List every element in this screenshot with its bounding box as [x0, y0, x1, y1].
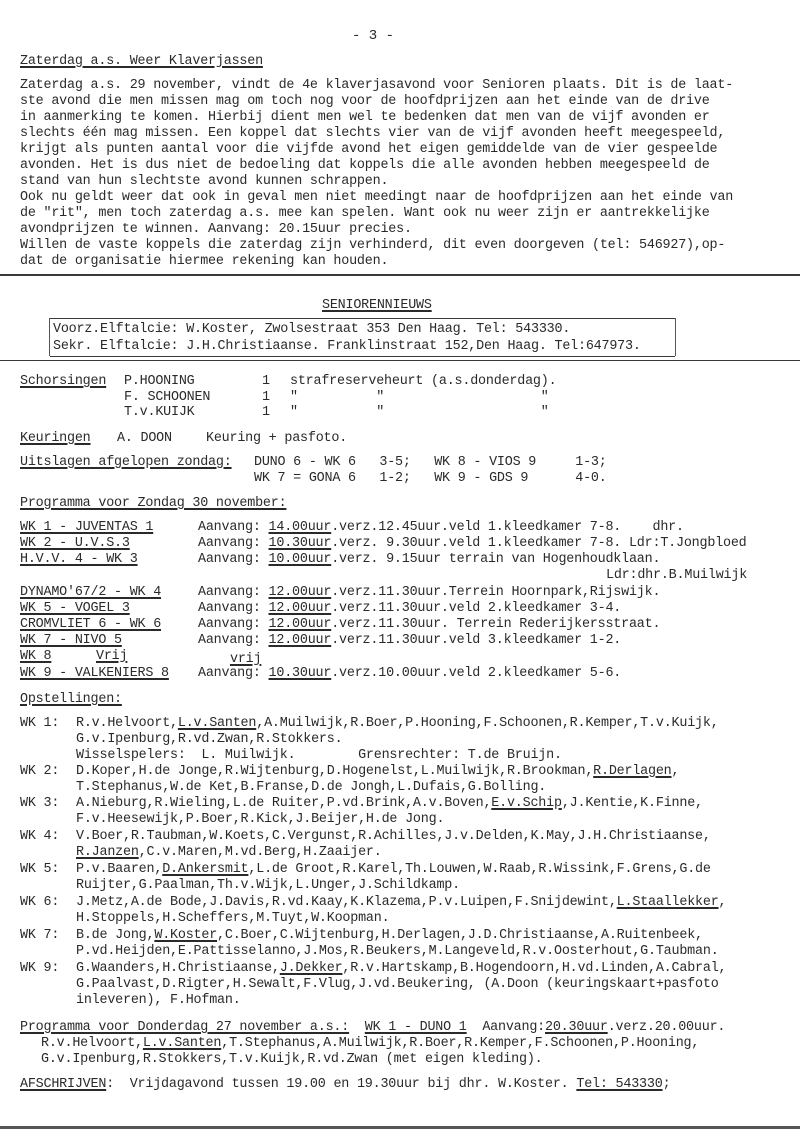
schorsing-name: P.HOONING: [124, 374, 195, 389]
lineup-line: J.Metz,A.de Bode,J.Davis,R.vd.Kaay,K.Klazema,P.v.Luipen,F.Snijdewint,L.Staallekker,: [76, 895, 727, 910]
lineup-line: V.Boer,R.Taubman,W.Koets,C.Vergunst,R.Achilles,J.v.Delden,K.May,J.H.Christiaanse,: [76, 829, 711, 844]
aanvang-label: Aanvang:: [198, 617, 269, 632]
match-info: .verz.11.30uur.Terrein Hoornpark,Rijswijk.: [331, 585, 661, 600]
seniorennieuws-title: SENIORENNIEUWS: [322, 298, 432, 313]
schorsing-count: 1: [262, 374, 270, 389]
klaverjassen-title: Zaterdag a.s. Weer Klaverjassen: [20, 54, 263, 69]
keuringen-name: A. DOON: [117, 431, 172, 446]
paragraph-line: dat de organisatie hiermee rekening kan houden.: [20, 254, 389, 269]
team-label: WK 5:: [20, 862, 60, 877]
match-info: .verz.12.45uur.veld 1.kleedkamer 7-8. dhr.: [331, 520, 684, 535]
paragraph-line: stand van hun slechtste avond kunnen schrappen.: [20, 174, 389, 189]
contact-box-right: [675, 318, 676, 356]
match-info: .verz.10.00uur.veld 2.kleedkamer 5-6.: [331, 666, 622, 681]
afschrijven-tel: Tel: 543330: [576, 1077, 663, 1092]
lineup-line: B.de Jong,W.Koster,C.Boer,C.Wijtenburg,H.Derlagen,J.D.Christiaanse,A.Ruitenbeek,: [76, 928, 703, 943]
afschrijven-label: AFSCHRIJVEN: [20, 1077, 107, 1092]
donderdag-label: Programma voor Donderdag 27 november a.s.:: [20, 1020, 350, 1035]
lineup-line: P.vd.Heijden,E.Pattisselanno,J.Mos,R.Beukers,M.Langeveld,R.v.Oosterhout,G.Taubman.: [76, 944, 719, 959]
team-label: WK 2:: [20, 764, 60, 779]
uitslagen-label: Uitslagen afgelopen zondag:: [20, 455, 232, 470]
contact-voorzitter: Voorz.Elftalcie: W.Koster, Zwolsestraat 353 Den Haag. Tel: 543330.: [53, 322, 571, 337]
afschrijven-text: : Vrijdagavond tussen 19.00 en 19.30uur bij dhr. W.Koster.: [106, 1077, 577, 1092]
kickoff-time: 12.00uur: [268, 585, 332, 600]
kickoff-time: 14.00uur: [268, 520, 332, 535]
match-vrij: vrij: [230, 652, 262, 667]
kickoff-time: 20.30uur: [545, 1020, 608, 1035]
lineup-line: F.v.Heesewijk,P.Boer,R.Kick,J.Beijer,H.de Jong.: [76, 812, 445, 827]
match-details: [198, 633, 621, 648]
donderdag-match: WK 1 - DUNO 1: [364, 1020, 467, 1035]
schorsing-count: 1: [262, 390, 270, 405]
aanvang-label: Aanvang:: [198, 520, 269, 535]
paragraph-line: Zaterdag a.s. 29 november, vindt de 4e klaverjasavond voor Senioren plaats. Dit is de laat-: [20, 78, 734, 93]
kickoff-time: 12.00uur: [268, 633, 332, 648]
contact-box-top: [50, 318, 675, 319]
aanvang-label: Aanvang:: [482, 1020, 546, 1035]
match-name: WK 9 - VALKENIERS 8: [20, 666, 169, 681]
donderdag-lineup-line: R.v.Helvoort,L.v.Santen,T.Stephanus,A.Muilwijk,R.Boer,R.Kemper,F.Schoonen,P.Hooning,: [41, 1036, 700, 1051]
aanvang-label: Aanvang:: [198, 633, 269, 648]
match-info: .verz.11.30uur.veld 2.kleedkamer 3-4.: [331, 601, 622, 616]
team-label: WK 4:: [20, 829, 60, 844]
programma-label: Programma voor Zondag 30 november:: [20, 496, 287, 511]
lineup-line: H.Stoppels,H.Scheffers,M.Tuyt,W.Koopman.: [76, 911, 390, 926]
schorsing-text: strafreserveheurt (a.s.donderdag).: [290, 374, 557, 389]
schorsing-text: " " ": [290, 390, 549, 405]
lineup-line: Ruijter,G.Paalman,Th.v.Wijk,L.Unger,J.Schildkamp.: [76, 878, 460, 893]
lineup-line: R.Janzen,C.v.Maren,M.vd.Berg,H.Zaaijer.: [76, 845, 382, 860]
kickoff-time: 10.30uur: [268, 536, 332, 551]
match-details: [198, 536, 747, 551]
paragraph-line: in aanmerking te komen. Hierbij dient men wel te bedenken dat men van de vijf avonden er: [20, 110, 710, 125]
match-name: WK 1 - JUVENTAS 1: [20, 520, 154, 535]
match-info: .verz.20.00uur.: [607, 1020, 726, 1035]
uitslag-row: WK 7 = GONA 6 1-2; WK 9 - GDS 9 4-0.: [254, 471, 607, 486]
paragraph-line: Willen de vaste koppels die zaterdag zijn verhinderd, dit even doorgeven (tel: 546927),op-: [20, 238, 726, 253]
donderdag-programma: [20, 1020, 725, 1035]
leider-wk3: Ldr:dhr.B.Muilwijk: [606, 568, 748, 583]
team-label: WK 1:: [20, 716, 60, 731]
kickoff-time: 10.00uur: [268, 552, 332, 567]
team-label: WK 7:: [20, 928, 60, 943]
schorsing-name: F. SCHOONEN: [124, 390, 211, 405]
paragraph-line: avonden. Het is dus niet de bedoeling dat koppels die alle avonden hebben meegespeeld de: [20, 158, 710, 173]
uitslag-row: DUNO 6 - WK 6 3-5; WK 8 - VIOS 9 1-3;: [254, 455, 607, 470]
lineup-line: P.v.Baaren,D.Ankersmit,L.de Groot,R.Karel,Th.Louwen,W.Raab,R.Wissink,F.Grens,G.de: [76, 862, 711, 877]
match-name: CROMVLIET 6 - WK 6: [20, 617, 162, 632]
keuringen-text: Keuring + pasfoto.: [206, 431, 348, 446]
aanvang-label: Aanvang:: [198, 601, 269, 616]
match-name: WK 5 - VOGEL 3: [20, 601, 130, 616]
page-number: - 3 -: [352, 28, 395, 44]
match-name: DYNAMO'67/2 - WK 4: [20, 585, 162, 600]
team-label: WK 6:: [20, 895, 60, 910]
paragraph-line: krijgt als punten aantal voor die vijfde avond het eigen gemiddelde van de vier gespeelde: [20, 142, 718, 157]
page-bottom-edge: [0, 1126, 800, 1129]
match-details: [198, 585, 660, 600]
schorsing-text: " " ": [290, 405, 549, 420]
kickoff-time: 12.00uur: [268, 617, 332, 632]
paragraph-line: avondprijzen te winnen. Aanvang: 20.15uur precies.: [20, 222, 412, 237]
donderdag-lineup-line: G.v.Ipenburg,R.Stokkers,T.v.Kuijk,R.vd.Zwan (met eigen kleding).: [41, 1052, 543, 1067]
kickoff-time: 10.30uur: [268, 666, 332, 681]
team-label: WK 3:: [20, 796, 60, 811]
match-vrij: Vrij: [96, 649, 128, 664]
paragraph-line: de "rit", men toch zaterdag a.s. mee kan spelen. Want ook nu weer zijn er aantrekkelijke: [20, 206, 710, 221]
contact-box-bottom: [50, 356, 675, 357]
match-details: [198, 520, 684, 535]
match-info: .verz.11.30uur.veld 3.kleedkamer 1-2.: [331, 633, 622, 648]
team-label: WK 9:: [20, 961, 60, 976]
paragraph-line: slechts één mag missen. Een koppel dat slechts vier van de vijf avonden heeft meegespeeld,: [20, 126, 726, 141]
lineup-line: R.v.Helvoort,L.v.Santen,A.Muilwijk,R.Boer,P.Hooning,F.Schoonen,R.Kemper,T.v.Kuijk,: [76, 716, 719, 731]
lineup-line: G.Waanders,H.Christiaanse,J.Dekker,R.v.Hartskamp,B.Hogendoorn,H.vd.Linden,A.Cabral,: [76, 961, 727, 976]
contact-box-left: [49, 318, 50, 356]
match-info: .verz. 9.15uur terrain van Hogenhoudklaan.: [331, 552, 661, 567]
section-divider: [0, 274, 800, 276]
kickoff-time: 12.00uur: [268, 601, 332, 616]
match-info: .verz.11.30uur. Terrein Rederijkersstraat.: [331, 617, 661, 632]
keuringen-label: Keuringen: [20, 431, 91, 446]
aanvang-label: Aanvang:: [198, 552, 269, 567]
match-name: WK 8: [20, 649, 52, 664]
match-info: .verz. 9.30uur.veld 1.kleedkamer 7-8. Ldr:T.Jongbloed: [331, 536, 747, 551]
lineup-line: G.Paalvast,D.Rigter,H.Sewalt,F.Vlug,J.vd.Beukering, (A.Doon (keuringskaart+pasfoto: [76, 977, 719, 992]
match-name: WK 2 - U.V.S.3: [20, 536, 130, 551]
match-details: [198, 601, 621, 616]
lineup-line: inleveren), F.Hofman.: [76, 993, 241, 1008]
schorsingen-label: Schorsingen: [20, 374, 107, 389]
paragraph-line: ste avond die men missen mag om toch nog voor de hoofdprijzen aan het einde van de drive: [20, 94, 710, 109]
lineup-line: A.Nieburg,R.Wieling,L.de Ruiter,P.vd.Brink,A.v.Boven,E.v.Schip,J.Kentie,K.Finne,: [76, 796, 703, 811]
aanvang-label: Aanvang:: [198, 666, 269, 681]
paragraph-line: Ook nu geldt weer dat ook in geval men niet meedingt naar de hoofdprijzen aan het einde van: [20, 190, 734, 205]
aanvang-label: Aanvang:: [198, 585, 269, 600]
match-name: H.V.V. 4 - WK 3: [20, 552, 138, 567]
contact-secretaris: Sekr. Elftalcie: J.H.Christiaanse. Franklinstraat 152,Den Haag. Tel:647973.: [53, 339, 641, 354]
afschrijven-line: AFSCHRIJVEN: Vrijdagavond tussen 19.00 en 19.30uur bij dhr. W.Koster. Tel: 543330;: [20, 1077, 671, 1092]
lineup-line: T.Stephanus,W.de Ket,B.Franse,D.de Jongh,L.Dufais,G.Bolling.: [76, 780, 547, 795]
match-details: [198, 617, 660, 632]
lineup-line: G.v.Ipenburg,R.vd.Zwan,R.Stokkers.: [76, 732, 343, 747]
lineup-line: D.Koper,H.de Jonge,R.Wijtenburg,D.Hogenelst,L.Muilwijk,R.Brookman,R.Derlagen,: [76, 764, 680, 779]
section-divider: [0, 360, 800, 361]
lineup-line: Wisselspelers: L. Muilwijk. Grensrechter: T.de Bruijn.: [76, 748, 562, 763]
match-details: [198, 666, 621, 681]
match-details: [198, 552, 660, 567]
opstellingen-label: Opstellingen:: [20, 692, 122, 707]
schorsing-count: 1: [262, 405, 270, 420]
aanvang-label: Aanvang:: [198, 536, 269, 551]
schorsing-name: T.v.KUIJK: [124, 405, 195, 420]
match-name: WK 7 - NIVO 5: [20, 633, 122, 648]
